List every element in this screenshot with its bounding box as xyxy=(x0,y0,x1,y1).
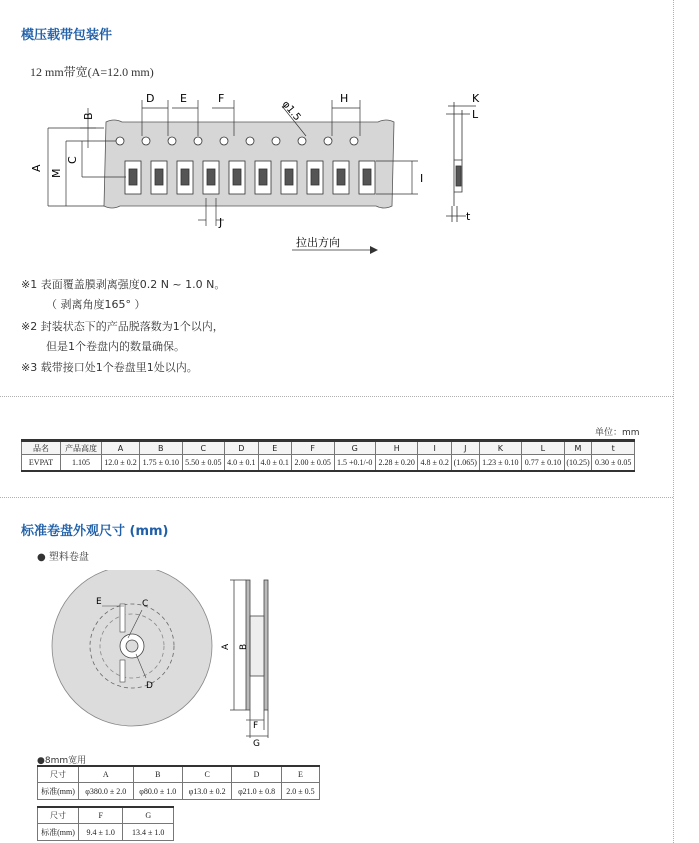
dim-label-F: F xyxy=(218,92,225,105)
spec-header-cell: E xyxy=(258,441,291,455)
reel-table-2-header xyxy=(38,807,174,824)
reel-label-D: D xyxy=(146,681,153,691)
reel-table-2-row xyxy=(38,824,174,841)
reel-cell: φ80.0 ± 1.0 xyxy=(133,783,182,800)
reel-header-cell: F xyxy=(79,807,123,824)
reel-table-1-row xyxy=(38,783,320,800)
spec-header-cell: J xyxy=(451,441,479,455)
spec-header-cell: t xyxy=(592,441,635,455)
spec-data-row xyxy=(22,455,635,472)
pull-direction-label: 拉出方向 xyxy=(296,236,340,249)
reel-cell: 标准(mm) xyxy=(38,783,79,800)
section-title-reel: 标准卷盘外观尺寸 (mm) xyxy=(21,524,169,539)
spec-header-cell: M xyxy=(564,441,592,455)
section-divider xyxy=(0,396,673,397)
spec-header-row xyxy=(22,441,635,455)
note-2-sub: 但是1个卷盘内的数量确保。 xyxy=(46,340,185,353)
unit-label: 单位：mm xyxy=(595,428,640,438)
spec-cell: 4.0 ± 0.1 xyxy=(258,455,291,472)
dim-label-J: J xyxy=(219,216,223,229)
reel-label-F: F xyxy=(253,721,259,731)
reel-cell: 13.4 ± 1.0 xyxy=(123,824,174,841)
reel-header-cell: G xyxy=(123,807,174,824)
spec-cell: 1.23 ± 0.10 xyxy=(479,455,522,472)
spec-cell: 0.77 ± 0.10 xyxy=(522,455,565,472)
reel-subtitle: ●8mm宽用 xyxy=(37,756,87,766)
tape-width-caption: 12 mm带宽(A=12.0 mm) xyxy=(30,65,154,79)
reel-label-E: E xyxy=(96,597,102,607)
spec-header-cell: F xyxy=(291,441,334,455)
spec-header-cell: C xyxy=(182,441,225,455)
spec-cell: 5.50 ± 0.05 xyxy=(182,455,225,472)
reel-header-cell: E xyxy=(281,766,319,783)
reel-cell: φ13.0 ± 0.2 xyxy=(182,783,231,800)
reel-header-cell: A xyxy=(79,766,134,783)
spec-header-cell: A xyxy=(102,441,140,455)
section-title-tape: 模压载带包装件 xyxy=(21,28,113,43)
spec-cell: 1.75 ± 0.10 xyxy=(139,455,182,472)
page-edge-line xyxy=(673,0,674,843)
spec-cell: 0.30 ± 0.05 xyxy=(592,455,635,472)
carrier-tape-diagram xyxy=(20,88,500,258)
reel-header-cell: 尺寸 xyxy=(38,807,79,824)
dim-label-t: t xyxy=(466,210,471,223)
spec-header-cell: 品名 xyxy=(22,441,61,455)
spec-header-cell: K xyxy=(479,441,522,455)
spec-header-cell: H xyxy=(375,441,418,455)
reel-label-C: C xyxy=(142,599,149,609)
spec-header-cell: B xyxy=(139,441,182,455)
dim-label-H: H xyxy=(340,92,349,105)
spec-header-cell: 产品高度 xyxy=(61,441,102,455)
reel-header-cell: C xyxy=(182,766,231,783)
note-1-sub: （ 剥离角度165° ） xyxy=(46,298,146,311)
reel-header-cell: D xyxy=(232,766,281,783)
reel-dimension-table-1 xyxy=(37,765,320,800)
spec-cell: EVPAT xyxy=(22,455,61,472)
dim-label-B: B xyxy=(82,112,95,120)
spec-cell: 1.105 xyxy=(61,455,102,472)
spec-cell: 2.28 ± 0.20 xyxy=(375,455,418,472)
reel-label-G: G xyxy=(253,739,260,749)
spec-cell: (10.25) xyxy=(564,455,592,472)
note-1: ※1 表面覆盖膜剥离强度0.2 N ~ 1.0 N。 xyxy=(21,278,226,291)
dim-label-E: E xyxy=(180,92,187,105)
reel-dimension-table-2 xyxy=(37,806,174,841)
dim-label-L: L xyxy=(472,108,479,121)
reel-diagram xyxy=(50,570,300,750)
section-divider xyxy=(0,497,673,498)
dim-label-A: A xyxy=(30,164,43,172)
spec-cell: 2.00 ± 0.05 xyxy=(291,455,334,472)
reel-cell: 2.0 ± 0.5 xyxy=(281,783,319,800)
spec-cell: 1.5 +0.1/-0 xyxy=(334,455,375,472)
dim-label-C: C xyxy=(66,156,79,164)
reel-header-cell: B xyxy=(133,766,182,783)
dim-label-K: K xyxy=(472,92,480,105)
spec-header-cell: I xyxy=(418,441,451,455)
spec-cell: (1.065) xyxy=(451,455,479,472)
dim-label-D: D xyxy=(146,92,155,105)
spec-header-cell: G xyxy=(334,441,375,455)
spec-cell: 12.0 ± 0.2 xyxy=(102,455,140,472)
spec-cell: 4.0 ± 0.1 xyxy=(225,455,258,472)
note-2: ※2 封装状态下的产品脱落数为1个以内， xyxy=(21,320,224,333)
reel-table-1-header xyxy=(38,766,320,783)
spec-header-cell: L xyxy=(522,441,565,455)
tape-spec-table xyxy=(21,439,635,472)
reel-type-label: ● 塑料卷盘 xyxy=(37,552,89,563)
reel-cell: φ380.0 ± 2.0 xyxy=(79,783,134,800)
dim-label-I: I xyxy=(420,172,424,185)
reel-header-cell: 尺寸 xyxy=(38,766,79,783)
reel-label-A: A xyxy=(221,643,231,650)
dim-label-M: M xyxy=(50,168,63,178)
reel-cell: φ21.0 ± 0.8 xyxy=(232,783,281,800)
dim-label-dia: φ1.5 xyxy=(279,98,303,124)
reel-cell: 9.4 ± 1.0 xyxy=(79,824,123,841)
note-3: ※3 载带接口处1个卷盘里1处以内。 xyxy=(21,361,198,374)
spec-header-cell: D xyxy=(225,441,258,455)
reel-label-B: B xyxy=(239,643,249,650)
reel-cell: 标准(mm) xyxy=(38,824,79,841)
spec-cell: 4.8 ± 0.2 xyxy=(418,455,451,472)
